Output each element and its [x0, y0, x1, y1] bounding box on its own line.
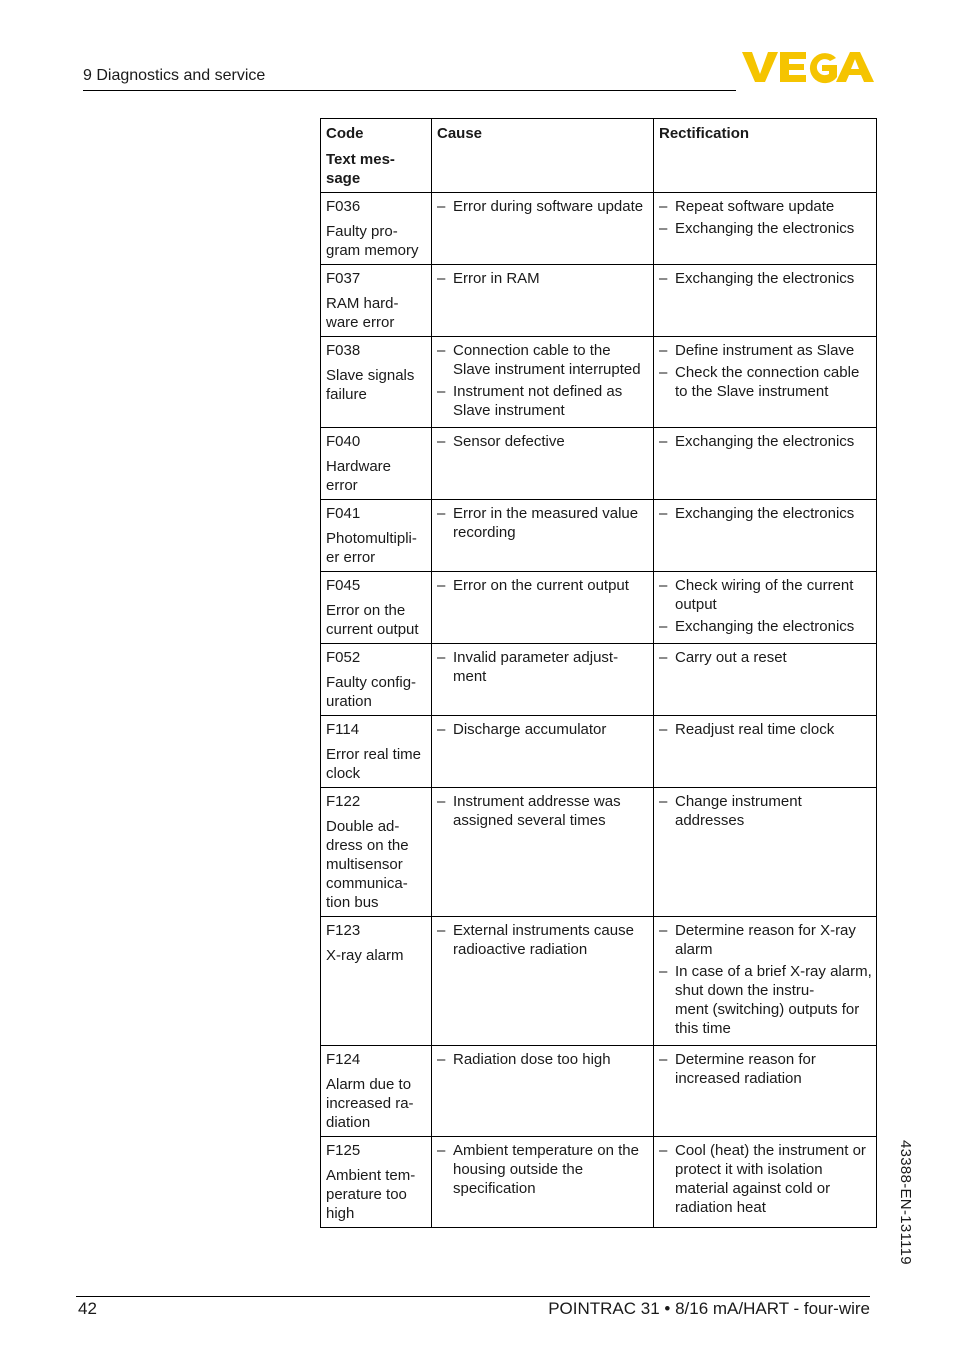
table-row: [321, 193, 877, 265]
section-title: 9 Diagnostics and service: [83, 67, 266, 84]
cause-cell: [432, 500, 654, 572]
code-cell: [321, 193, 432, 265]
cause-item: – Ambient temperature on the housing outside the specification: [437, 1141, 649, 1198]
rectification-cell-list: [659, 1050, 872, 1088]
rectification-cell-list: [659, 432, 872, 451]
rectification-item: – Determine reason for X-ray alarm: [659, 921, 872, 959]
code-cell: [321, 1046, 432, 1137]
cause-cell: [432, 572, 654, 644]
rectification-item: – Exchanging the electronics: [659, 504, 872, 523]
rectification-item: – Repeat software update: [659, 197, 872, 216]
error-message: Double ad- dress on the multisensor communica- tion bus: [326, 818, 409, 911]
cause-cell: [432, 265, 654, 337]
header-text-message-label: Text mes- sage: [326, 151, 395, 187]
error-code: F045: [326, 577, 361, 594]
error-message: X-ray alarm: [326, 947, 404, 964]
header-code: [321, 119, 432, 193]
code-cell: [321, 572, 432, 644]
rectification-item: – Readjust real time clock: [659, 720, 872, 739]
table-row: [321, 917, 877, 1046]
cause-cell: [432, 428, 654, 500]
table-row: [321, 716, 877, 788]
error-message: Alarm due to increased ra- diation: [326, 1076, 414, 1131]
table-row: [321, 1046, 877, 1137]
cause-item: – External instruments cause radioactive radiation: [437, 921, 649, 959]
cause-item: – Invalid parameter adjust- ment: [437, 648, 649, 686]
table-row: [321, 265, 877, 337]
cause-item: – Radiation dose too high: [437, 1050, 649, 1069]
cause-cell: [432, 193, 654, 265]
error-message: Ambient tem- perature too high: [326, 1167, 416, 1222]
cause-cell: [432, 1046, 654, 1137]
cause-cell-list: [437, 576, 649, 595]
rectification-cell-list: [659, 197, 872, 238]
error-message: Faulty config- uration: [326, 674, 417, 710]
code-cell: [321, 1137, 432, 1228]
error-code: F037: [326, 270, 361, 287]
cause-item: – Instrument not defined as Slave instrument: [437, 382, 649, 420]
rectification-cell-list: [659, 1141, 872, 1217]
cause-item: – Instrument addresse was assigned several times: [437, 792, 649, 830]
table-row: [321, 337, 877, 428]
cause-cell-list: [437, 1050, 649, 1069]
rectification-cell-list: [659, 648, 872, 667]
table-row: [321, 572, 877, 644]
rectification-item: – Define instrument as Slave: [659, 341, 872, 360]
rectification-item: – Exchanging the electronics: [659, 269, 872, 288]
error-code: F040: [326, 433, 361, 450]
header-cause: Cause: [432, 119, 654, 193]
cause-cell: [432, 716, 654, 788]
rectification-cell: [654, 428, 877, 500]
rectification-item: – Exchanging the electronics: [659, 617, 872, 636]
rectification-cell: [654, 572, 877, 644]
rectification-item: – In case of a brief X-ray alarm, shut down the instru- ment (switching) outputs for this time: [659, 962, 872, 1038]
page-number: 42: [78, 1299, 97, 1318]
error-message: RAM hard- ware error: [326, 295, 399, 331]
rectification-cell: [654, 500, 877, 572]
rectification-cell-list: [659, 792, 872, 830]
rectification-item: – Exchanging the electronics: [659, 432, 872, 451]
error-message: Error on the current output: [326, 602, 419, 638]
error-code: F036: [326, 198, 361, 215]
rectification-cell: [654, 337, 877, 428]
rectification-item: – Carry out a reset: [659, 648, 872, 667]
rectification-item: – Check the connection cable to the Slave instrument: [659, 363, 872, 401]
cause-item: – Discharge accumulator: [437, 720, 649, 739]
rectification-cell-list: [659, 576, 872, 636]
error-code: F124: [326, 1051, 361, 1068]
code-cell: [321, 644, 432, 716]
rectification-cell: [654, 265, 877, 337]
rectification-cell: [654, 917, 877, 1046]
rectification-cell-list: [659, 341, 872, 401]
rectification-cell-list: [659, 720, 872, 739]
code-cell: [321, 500, 432, 572]
code-cell: [321, 788, 432, 917]
cause-item: – Error in the measured value recording: [437, 504, 649, 542]
document-title: POINTRAC 31 • 8/16 mA/HART - four-wire: [548, 1299, 870, 1318]
error-message: Faulty pro- gram memory: [326, 223, 419, 259]
table-row: [321, 788, 877, 917]
cause-item: – Error in RAM: [437, 269, 649, 288]
cause-item: – Error on the current output: [437, 576, 649, 595]
diagnostics-table: [320, 118, 877, 1228]
error-code: F123: [326, 922, 361, 939]
code-cell: [321, 716, 432, 788]
table-row: [321, 1137, 877, 1228]
rectification-cell: [654, 1046, 877, 1137]
error-code: F038: [326, 342, 361, 359]
rectification-cell-list: [659, 269, 872, 288]
error-code: F041: [326, 505, 361, 522]
header-rectification: Rectification: [654, 119, 877, 193]
cause-cell: [432, 644, 654, 716]
rectification-item: – Check wiring of the current output: [659, 576, 872, 614]
cause-item: – Sensor defective: [437, 432, 649, 451]
header-code-label: Code: [326, 125, 364, 142]
rectification-cell: [654, 193, 877, 265]
table-header-row: [321, 119, 877, 193]
cause-cell-list: [437, 792, 649, 830]
rectification-cell: [654, 716, 877, 788]
cause-item: – Error during software update: [437, 197, 649, 216]
rectification-cell: [654, 644, 877, 716]
cause-cell: [432, 337, 654, 428]
cause-cell-list: [437, 1141, 649, 1198]
error-message: Photomultipli- er error: [326, 530, 417, 566]
cause-cell-list: [437, 921, 649, 959]
cause-cell-list: [437, 720, 649, 739]
rectification-item: – Exchanging the electronics: [659, 219, 872, 238]
error-code: F114: [326, 721, 360, 738]
cause-cell-list: [437, 432, 649, 451]
cause-cell-list: [437, 197, 649, 216]
error-code: F052: [326, 649, 361, 666]
error-message: Slave signals failure: [326, 367, 415, 403]
error-message: Error real time clock: [326, 746, 422, 782]
error-code: F122: [326, 793, 361, 810]
table-row: [321, 500, 877, 572]
code-cell: [321, 428, 432, 500]
error-code: F125: [326, 1142, 361, 1159]
cause-cell: [432, 788, 654, 917]
cause-cell-list: [437, 341, 649, 420]
code-cell: [321, 265, 432, 337]
rectification-cell-list: [659, 504, 872, 523]
rectification-cell: [654, 788, 877, 917]
rectification-item: – Determine reason for increased radiation: [659, 1050, 872, 1088]
code-cell: [321, 337, 432, 428]
cause-cell-list: [437, 269, 649, 288]
cause-cell: [432, 917, 654, 1046]
rectification-cell: [654, 1137, 877, 1228]
table-body: [321, 193, 877, 1228]
cause-cell-list: [437, 648, 649, 686]
cause-cell: [432, 1137, 654, 1228]
header-divider: [83, 90, 736, 91]
footer-divider: [76, 1296, 870, 1297]
rectification-cell-list: [659, 921, 872, 1038]
cause-item: – Connection cable to the Slave instrument interrupted: [437, 341, 649, 379]
table-row: [321, 428, 877, 500]
cause-cell-list: [437, 504, 649, 542]
rectification-item: – Change instrument addresses: [659, 792, 872, 830]
code-cell: [321, 917, 432, 1046]
rectification-item: – Cool (heat) the instrument or protect it with isolation material against cold or radiation heat: [659, 1141, 872, 1217]
document-id: 43388-EN-131119: [897, 1140, 914, 1265]
table-row: [321, 644, 877, 716]
vega-logo: [742, 50, 874, 84]
error-message: Hardware error: [326, 458, 392, 494]
